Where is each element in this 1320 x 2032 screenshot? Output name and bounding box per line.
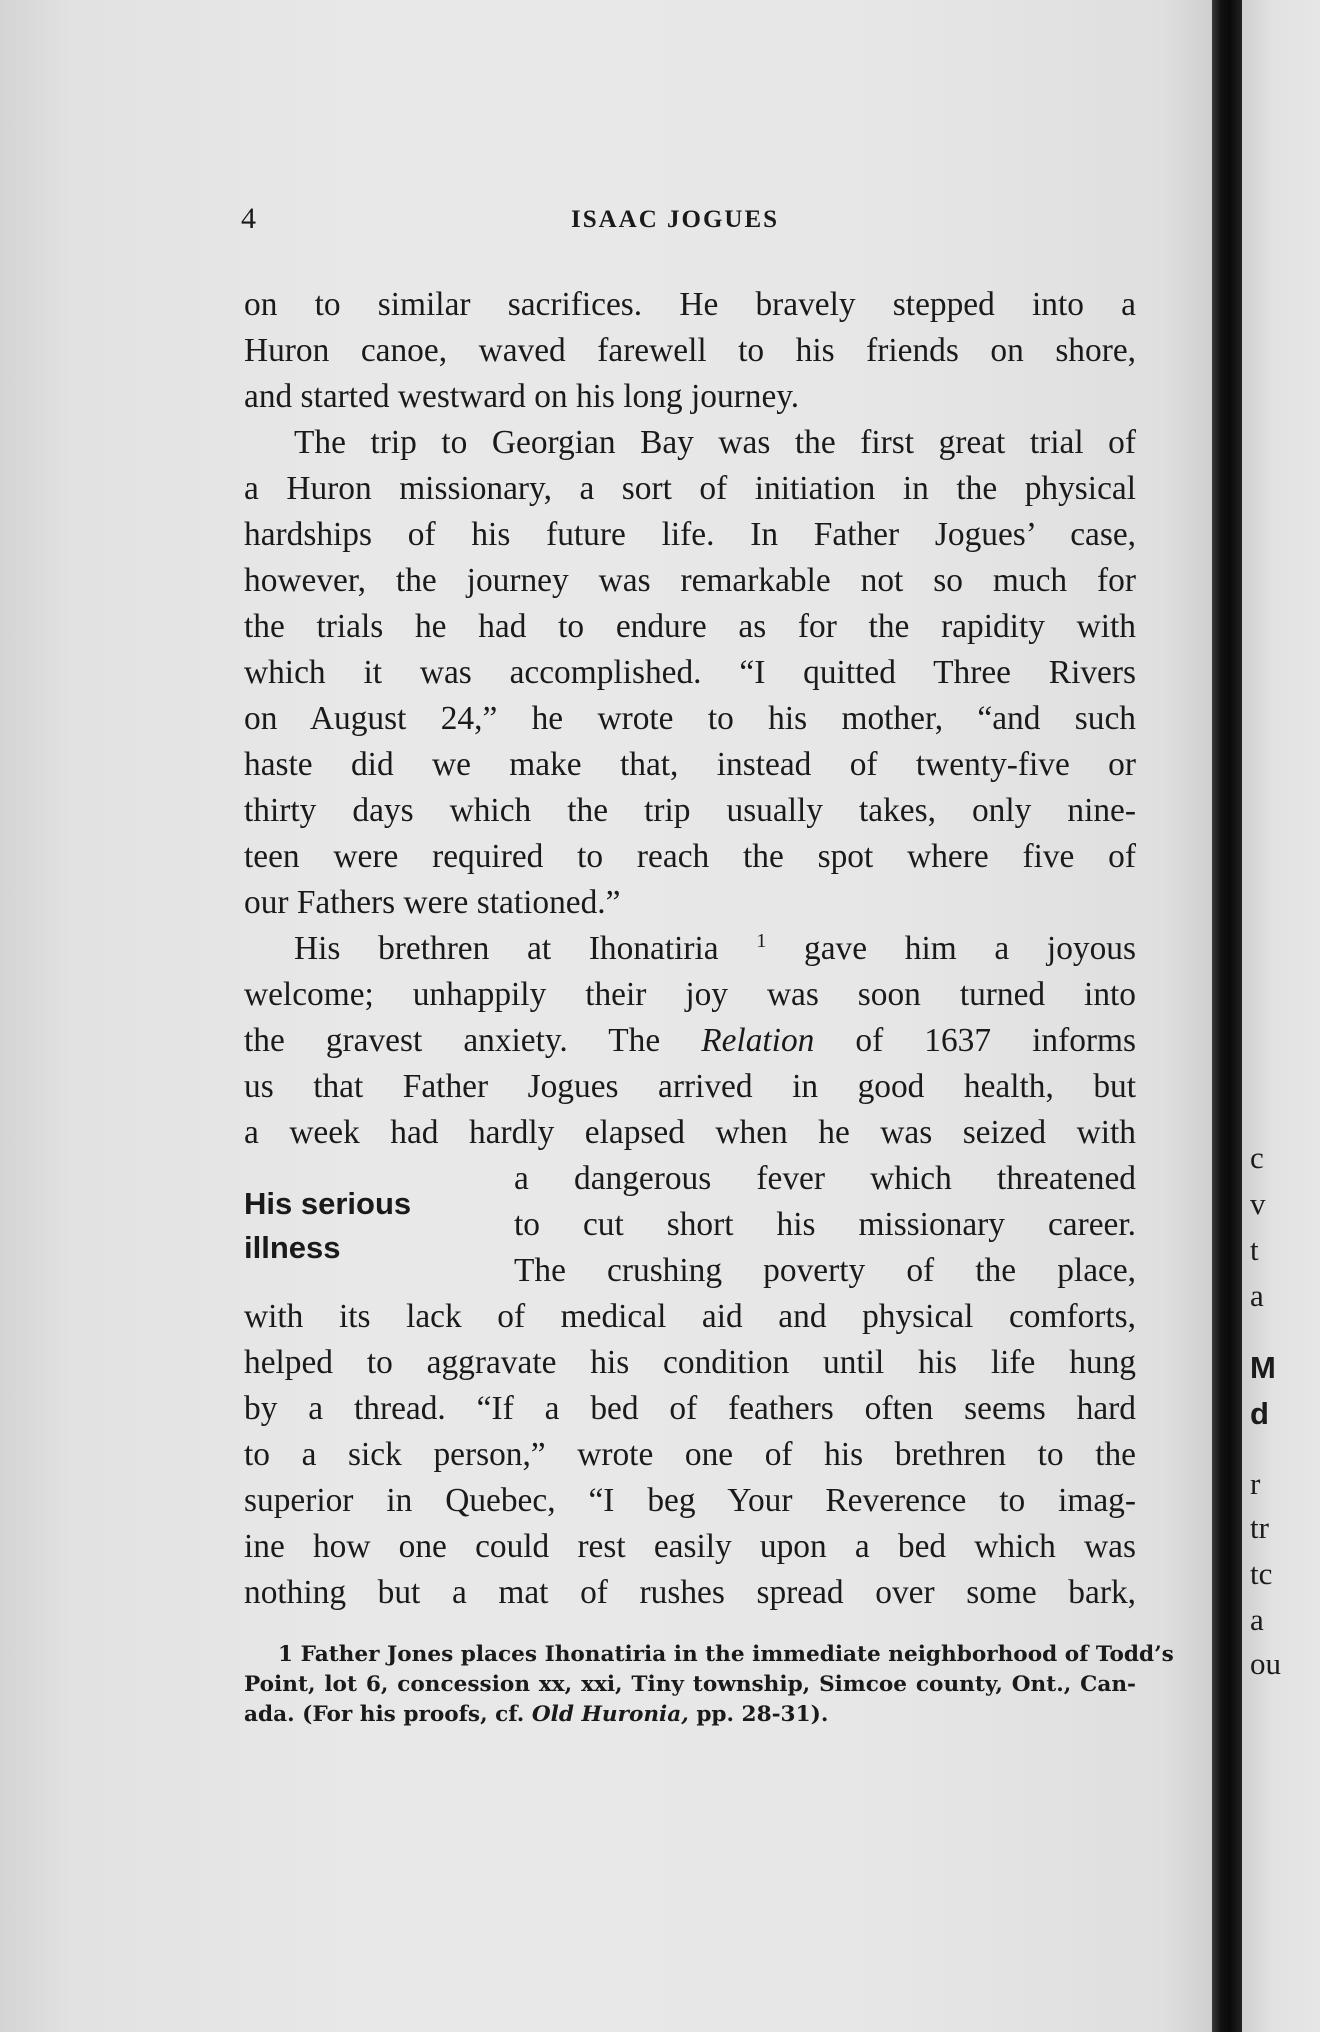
- footnote-line: [244, 1700, 1136, 1730]
- facing-page-fragment: M: [1250, 1350, 1276, 1385]
- text-line: and started westward on his long journey.: [244, 378, 800, 415]
- book-gutter: [1212, 0, 1242, 2032]
- footnote-text: pp. 28-31).: [696, 1702, 829, 1727]
- running-title: ISAAC JOGUES: [571, 206, 780, 233]
- text-line: to cut short his missionary career.: [514, 1206, 1136, 1243]
- running-head: [241, 202, 1141, 242]
- footnote-reference: 1: [756, 930, 767, 952]
- facing-page-fragment: r: [1250, 1466, 1261, 1501]
- text-line: Huron canoe, waved farewell to his friends on shore,: [244, 332, 1136, 369]
- text-line: haste did we make that, instead of twenty-five or: [244, 746, 1136, 783]
- text-line: The crushing poverty of the place,: [514, 1252, 1136, 1289]
- text-line: hardships of his future life. In Father Jogues’ case,: [244, 516, 1136, 553]
- text-line: which it was accomplished. “I quitted Three Rivers: [244, 654, 1136, 691]
- text-line: helped to aggravate his condition until his life hung: [244, 1344, 1136, 1381]
- margin-sidenote: [244, 1182, 464, 1270]
- text-line: the trials he had to endure as for the rapidity with: [244, 608, 1136, 645]
- text-segment: of 1637 informs: [855, 1022, 1136, 1059]
- facing-page-fragment: d: [1250, 1396, 1269, 1431]
- text-line: welcome; unhappily their joy was soon turned into: [244, 976, 1136, 1013]
- text-line: a dangerous fever which threatened: [514, 1160, 1136, 1197]
- text-line: however, the journey was remarkable not so much for: [244, 562, 1136, 599]
- text-line: teen were required to reach the spot where five of: [244, 838, 1136, 875]
- text-line: ine how one could rest easily upon a bed which was: [244, 1528, 1136, 1565]
- footnote: [244, 1640, 1174, 1730]
- text-line-with-footnote-ref: [244, 926, 1136, 972]
- footnote-line: Point, lot 6, concession xx, xxi, Tiny township, Simcoe county, Ont., Can-: [244, 1672, 1136, 1697]
- page-number: 4: [241, 202, 256, 235]
- footnote-text: ada. (For his proofs, cf.: [244, 1702, 525, 1727]
- text-line: our Fathers were stationed.”: [244, 884, 621, 921]
- facing-page-edge: [1242, 0, 1320, 2032]
- text-line-with-italic: [244, 1018, 1136, 1064]
- facing-page-fragment: v: [1250, 1186, 1266, 1221]
- text-segment: the gravest anxiety. The: [244, 1022, 661, 1059]
- text-line: on August 24,” he wrote to his mother, “and such: [244, 700, 1136, 737]
- italic-title: Relation: [701, 1022, 815, 1059]
- facing-page-fragment: a: [1250, 1602, 1264, 1637]
- footnote-text: Father Jones places Ihonatiria in the immediate neighborhood of Todd’s: [300, 1642, 1174, 1667]
- text-segment: gave him a joyous: [804, 930, 1136, 967]
- facing-page-fragment: a: [1250, 1278, 1264, 1313]
- sidenote-line: illness: [244, 1230, 341, 1265]
- text-line: thirty days which the trip usually takes, only nine-: [244, 792, 1136, 829]
- text-line: a week had hardly elapsed when he was seized with: [244, 1114, 1136, 1151]
- text-segment: His brethren at Ihonatiria: [294, 930, 719, 967]
- text-line: us that Father Jogues arrived in good health, but: [244, 1068, 1136, 1105]
- footnote-italic-title: Old Huronia,: [531, 1702, 689, 1727]
- text-line: superior in Quebec, “I beg Your Reverence to imag-: [244, 1482, 1136, 1519]
- text-line: nothing but a mat of rushes spread over some bark,: [244, 1574, 1136, 1611]
- facing-page-fragment: tr: [1250, 1510, 1269, 1545]
- body-text: [244, 282, 1136, 1616]
- text-line: a Huron missionary, a sort of initiation in the physical: [244, 470, 1136, 507]
- sidenote-line: His serious: [244, 1186, 412, 1221]
- facing-page-fragment: t: [1250, 1232, 1259, 1267]
- footnote-number: 1: [278, 1642, 294, 1667]
- text-line: with its lack of medical aid and physical comforts,: [244, 1298, 1136, 1335]
- text-line: The trip to Georgian Bay was the first great trial of: [294, 424, 1136, 461]
- text-line: by a thread. “If a bed of feathers often seems hard: [244, 1390, 1136, 1427]
- text-line: to a sick person,” wrote one of his brethren to the: [244, 1436, 1136, 1473]
- facing-page-fragment: tc: [1250, 1556, 1273, 1591]
- footnote-line: [244, 1640, 1174, 1670]
- text-line: on to similar sacrifices. He bravely stepped into a: [244, 286, 1136, 323]
- facing-page-fragment: ou: [1250, 1646, 1281, 1681]
- facing-page-fragment: c: [1250, 1140, 1264, 1175]
